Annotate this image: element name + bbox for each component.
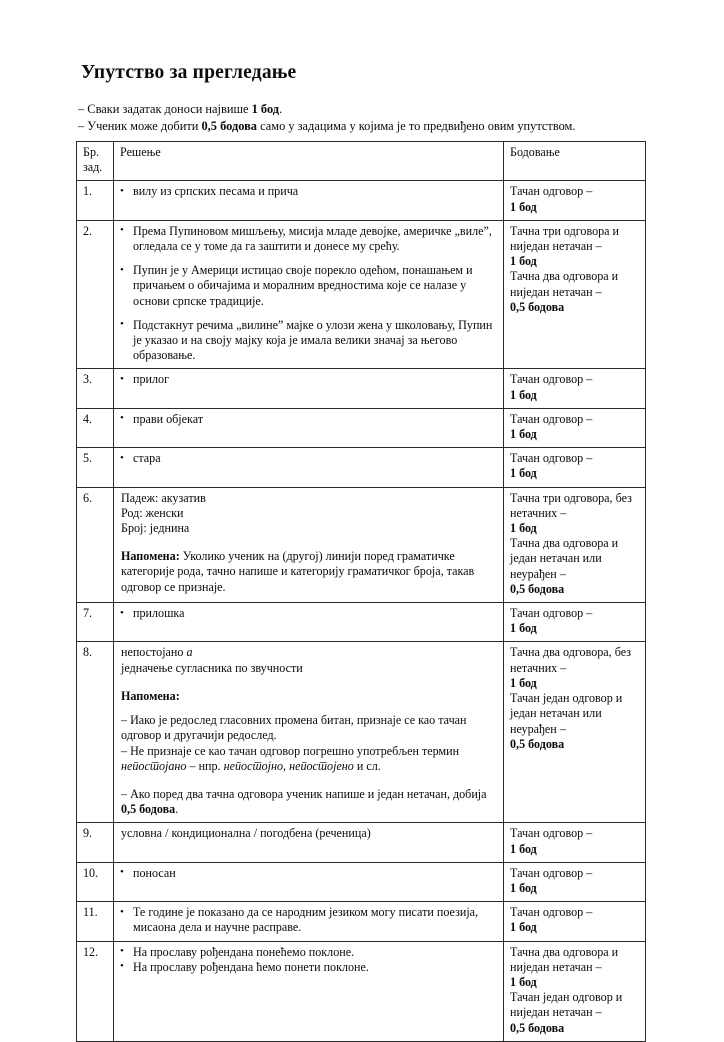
intro-dash: –	[78, 102, 85, 116]
scoring-condition: нетачних –	[510, 660, 567, 675]
solution-bullet	[120, 263, 498, 309]
scoring-cell	[504, 369, 646, 408]
table-row	[77, 487, 646, 602]
text-run: Подстакнут речима „вилине” мајке о улози жена у школовању, Пупин је указао и на своју мајку која је имала велики значај за његово образовање.	[133, 317, 493, 363]
text-run: Пупин је у Америци истицао своје порекло одећом, понашањем и причањем о обичајима и моралним вредностима које се налазе у основи српске традиције.	[133, 263, 473, 308]
solution-bullet	[120, 412, 498, 427]
task-number-cell: 7.	[77, 603, 114, 642]
scoring-cell	[504, 902, 646, 941]
solution-cell	[114, 902, 504, 941]
scoring-condition: Тачан одговор –	[510, 826, 593, 841]
scoring-condition: Тачан одговор –	[510, 865, 593, 880]
scoring-points: 1 бод	[510, 841, 537, 856]
text-run: Те године је показано да се народним језиком могу писати поезија, мисаона дела и научне расправе.	[133, 905, 479, 935]
text-run: Падеж: акузатив	[121, 490, 206, 505]
solution-bullet	[120, 451, 498, 466]
solution-bullet	[120, 224, 498, 254]
text-run: Род: женски	[121, 505, 184, 520]
scoring-condition: Тачна три одговора, без	[510, 490, 632, 505]
scoring-condition: Тачан одговор –	[510, 372, 593, 387]
intro-line	[78, 118, 648, 135]
text-run: непостојано	[121, 645, 187, 660]
table-row	[77, 408, 646, 447]
solution-paragraph	[120, 645, 498, 660]
task-number-cell: 10.	[77, 862, 114, 901]
column-header-solution: Решење	[114, 142, 504, 181]
scoring-points: 0,5 бодова	[510, 736, 565, 751]
solution-bullet	[120, 866, 498, 881]
scoring-points: 0,5 бодова	[510, 581, 565, 596]
scoring-condition: неурађен –	[510, 566, 566, 581]
bold-run: Напомена:	[121, 549, 180, 564]
table-header	[77, 142, 646, 181]
scoring-cell	[504, 181, 646, 220]
solution-bullet	[120, 945, 498, 960]
text-run: условна / кондиционална / погодбена (реченица)	[121, 826, 371, 841]
italic-run: непостојно	[223, 758, 284, 773]
scoring-cell	[504, 941, 646, 1041]
scoring-cell	[504, 448, 646, 487]
scoring-condition: Тачан један одговор и	[510, 691, 623, 706]
text-run: Уколико ученик на (другој) линији поред граматичке категорије рода, тачно напише и категорију граматичког броја, такав одговор се признаје.	[121, 549, 475, 594]
scoring-condition: Тачан одговор –	[510, 606, 593, 621]
text-run: прави објекат	[133, 411, 204, 426]
task-number-cell: 4.	[77, 408, 114, 447]
table-row	[77, 603, 646, 642]
solution-cell	[114, 862, 504, 901]
text-run: – нпр.	[186, 758, 224, 773]
intro-text: Сваки задатак доноси највише	[84, 102, 252, 116]
table-row	[77, 220, 646, 369]
text-run: стара	[133, 451, 161, 466]
intro-text: само у задацима у којима је то предвиђено овим упутством.	[256, 118, 576, 133]
scoring-points: 1 бод	[510, 621, 537, 636]
scoring-condition: ниједан нетачан –	[510, 959, 602, 974]
scoring-cell	[504, 823, 646, 862]
table-row	[77, 823, 646, 862]
text-run: прилошка	[133, 606, 185, 621]
scoring-points: 1 бод	[510, 920, 537, 935]
solution-paragraph	[120, 713, 498, 743]
scoring-condition: Тачан одговор –	[510, 905, 593, 920]
table-body	[77, 181, 646, 1041]
solution-cell	[114, 181, 504, 220]
scoring-condition: један нетачан или	[510, 706, 602, 721]
solution-cell	[114, 220, 504, 369]
table-row	[77, 941, 646, 1041]
table-row	[77, 862, 646, 901]
text-run: једначење сугласника по звучности	[121, 660, 303, 675]
task-number-cell: 11.	[77, 902, 114, 941]
page-title: Упутство за прегледање	[81, 62, 297, 83]
scoring-cell	[504, 603, 646, 642]
scoring-points: 1 бод	[510, 254, 537, 269]
table-row	[77, 642, 646, 823]
scoring-condition: неурађен –	[510, 721, 566, 736]
task-number-cell: 3.	[77, 369, 114, 408]
italic-run: а	[186, 645, 193, 660]
scoring-condition: Тачна два одговора, без	[510, 645, 631, 660]
text-run: На прославу рођендана ћемо понети поклоне.	[133, 959, 369, 974]
solution-bullet	[120, 372, 498, 387]
solution-paragraph	[120, 826, 498, 841]
task-number-header-line2: зад.	[83, 160, 103, 175]
scoring-points: 1 бод	[510, 466, 537, 481]
scoring-points: 1 бод	[510, 880, 537, 895]
grading-table	[76, 141, 646, 1042]
solution-cell	[114, 603, 504, 642]
text-run: поносан	[133, 865, 176, 880]
table-row	[77, 181, 646, 220]
table-row	[77, 902, 646, 941]
scoring-condition: један нетачан или	[510, 551, 602, 566]
scoring-cell	[504, 487, 646, 602]
scoring-cell	[504, 642, 646, 823]
bold-run: Напомена:	[121, 688, 180, 703]
scoring-condition: ниједан нетачан –	[510, 239, 602, 254]
task-number-header-line1: Бр.	[83, 145, 100, 159]
task-number-cell: 5.	[77, 448, 114, 487]
scoring-condition: ниједан нетачан –	[510, 1005, 602, 1020]
solution-bullet	[120, 606, 498, 621]
solution-cell	[114, 823, 504, 862]
intro-bold-value: 0,5 бодова	[201, 118, 257, 133]
scoring-condition: Тачна два одговора и	[510, 269, 619, 284]
task-number-cell: 1.	[77, 181, 114, 220]
task-number-cell: 12.	[77, 941, 114, 1041]
solution-bullet	[120, 318, 498, 364]
text-run: Према Пупиновом мишљењу, мисија младе девојке, америчке „виле”, огледала се у томе да га заштити и донесе му срећу.	[133, 223, 492, 254]
text-run: – Иако је редослед гласовних промена битан, признаје се као тачан одговор и другачији редослед.	[121, 713, 467, 743]
column-header-task-number	[77, 142, 114, 181]
italic-run: непостојано	[121, 758, 187, 773]
intro-text: Ученик може добити	[84, 118, 202, 133]
solution-cell	[114, 487, 504, 602]
task-number-cell: 8.	[77, 642, 114, 823]
solution-paragraph	[120, 521, 498, 536]
scoring-condition: Тачан један одговор и	[510, 990, 623, 1005]
intro-bold-value: 1 бод	[251, 102, 280, 116]
solution-bullet	[120, 905, 498, 935]
task-number-cell: 2.	[77, 220, 114, 369]
solution-bullet	[120, 960, 498, 975]
scoring-condition: Тачна два одговора и	[510, 536, 619, 551]
text-run: .	[175, 802, 179, 817]
intro-text: .	[279, 102, 283, 116]
text-run: прилог	[133, 372, 170, 387]
intro-notes	[78, 101, 648, 134]
scoring-points: 0,5 бодова	[510, 299, 565, 314]
task-number-cell: 9.	[77, 823, 114, 862]
solution-paragraph	[120, 661, 498, 676]
solution-bullet	[120, 184, 498, 199]
scoring-points: 1 бод	[510, 675, 537, 690]
text-run: ,	[283, 758, 290, 773]
scoring-condition: Тачан одговор –	[510, 411, 593, 426]
text-run: На прославу рођендана понећемо поклоне.	[133, 944, 355, 959]
scoring-points: 1 бод	[510, 521, 537, 536]
column-header-scoring: Бодовање	[504, 142, 646, 181]
scoring-cell	[504, 862, 646, 901]
text-run: и сл.	[353, 758, 381, 773]
italic-run: непостојено	[289, 758, 354, 773]
scoring-points: 1 бод	[510, 199, 537, 214]
intro-dash: –	[78, 118, 85, 133]
scoring-condition: ниједан нетачан –	[510, 284, 602, 299]
text-run: – Не признаје се као тачан одговор погрешно употребљен термин	[121, 743, 460, 758]
solution-cell	[114, 642, 504, 823]
scoring-cell	[504, 408, 646, 447]
solution-paragraph	[120, 491, 498, 506]
solution-cell	[114, 941, 504, 1041]
scoring-points: 1 бод	[510, 974, 537, 989]
scoring-condition: Тачна два одговора и	[510, 944, 619, 959]
intro-line	[78, 101, 648, 118]
scoring-condition: Тачан одговор –	[510, 184, 593, 199]
scoring-condition: Тачна три одговора и	[510, 223, 620, 238]
solution-cell	[114, 448, 504, 487]
solution-paragraph	[120, 549, 498, 595]
table-row	[77, 369, 646, 408]
scoring-condition: нетачних –	[510, 505, 567, 520]
table-row	[77, 448, 646, 487]
text-run: Број: једнина	[121, 521, 190, 536]
scoring-points: 1 бод	[510, 387, 537, 402]
solution-cell	[114, 369, 504, 408]
text-run: – Ако поред два тачна одговора ученик напише и један нетачан, добија	[121, 786, 487, 801]
task-number-cell: 6.	[77, 487, 114, 602]
solution-paragraph	[120, 787, 498, 817]
scoring-condition: Тачан одговор –	[510, 451, 593, 466]
solution-paragraph	[120, 689, 498, 704]
scoring-cell	[504, 220, 646, 369]
solution-cell	[114, 408, 504, 447]
scoring-points: 0,5 бодова	[510, 1020, 565, 1035]
table-header-row	[77, 142, 646, 181]
solution-paragraph	[120, 744, 498, 774]
scoring-points: 1 бод	[510, 427, 537, 442]
bold-run: 0,5 бодова	[121, 802, 176, 817]
text-run: вилу из српских песама и прича	[133, 184, 299, 199]
solution-paragraph	[120, 506, 498, 521]
